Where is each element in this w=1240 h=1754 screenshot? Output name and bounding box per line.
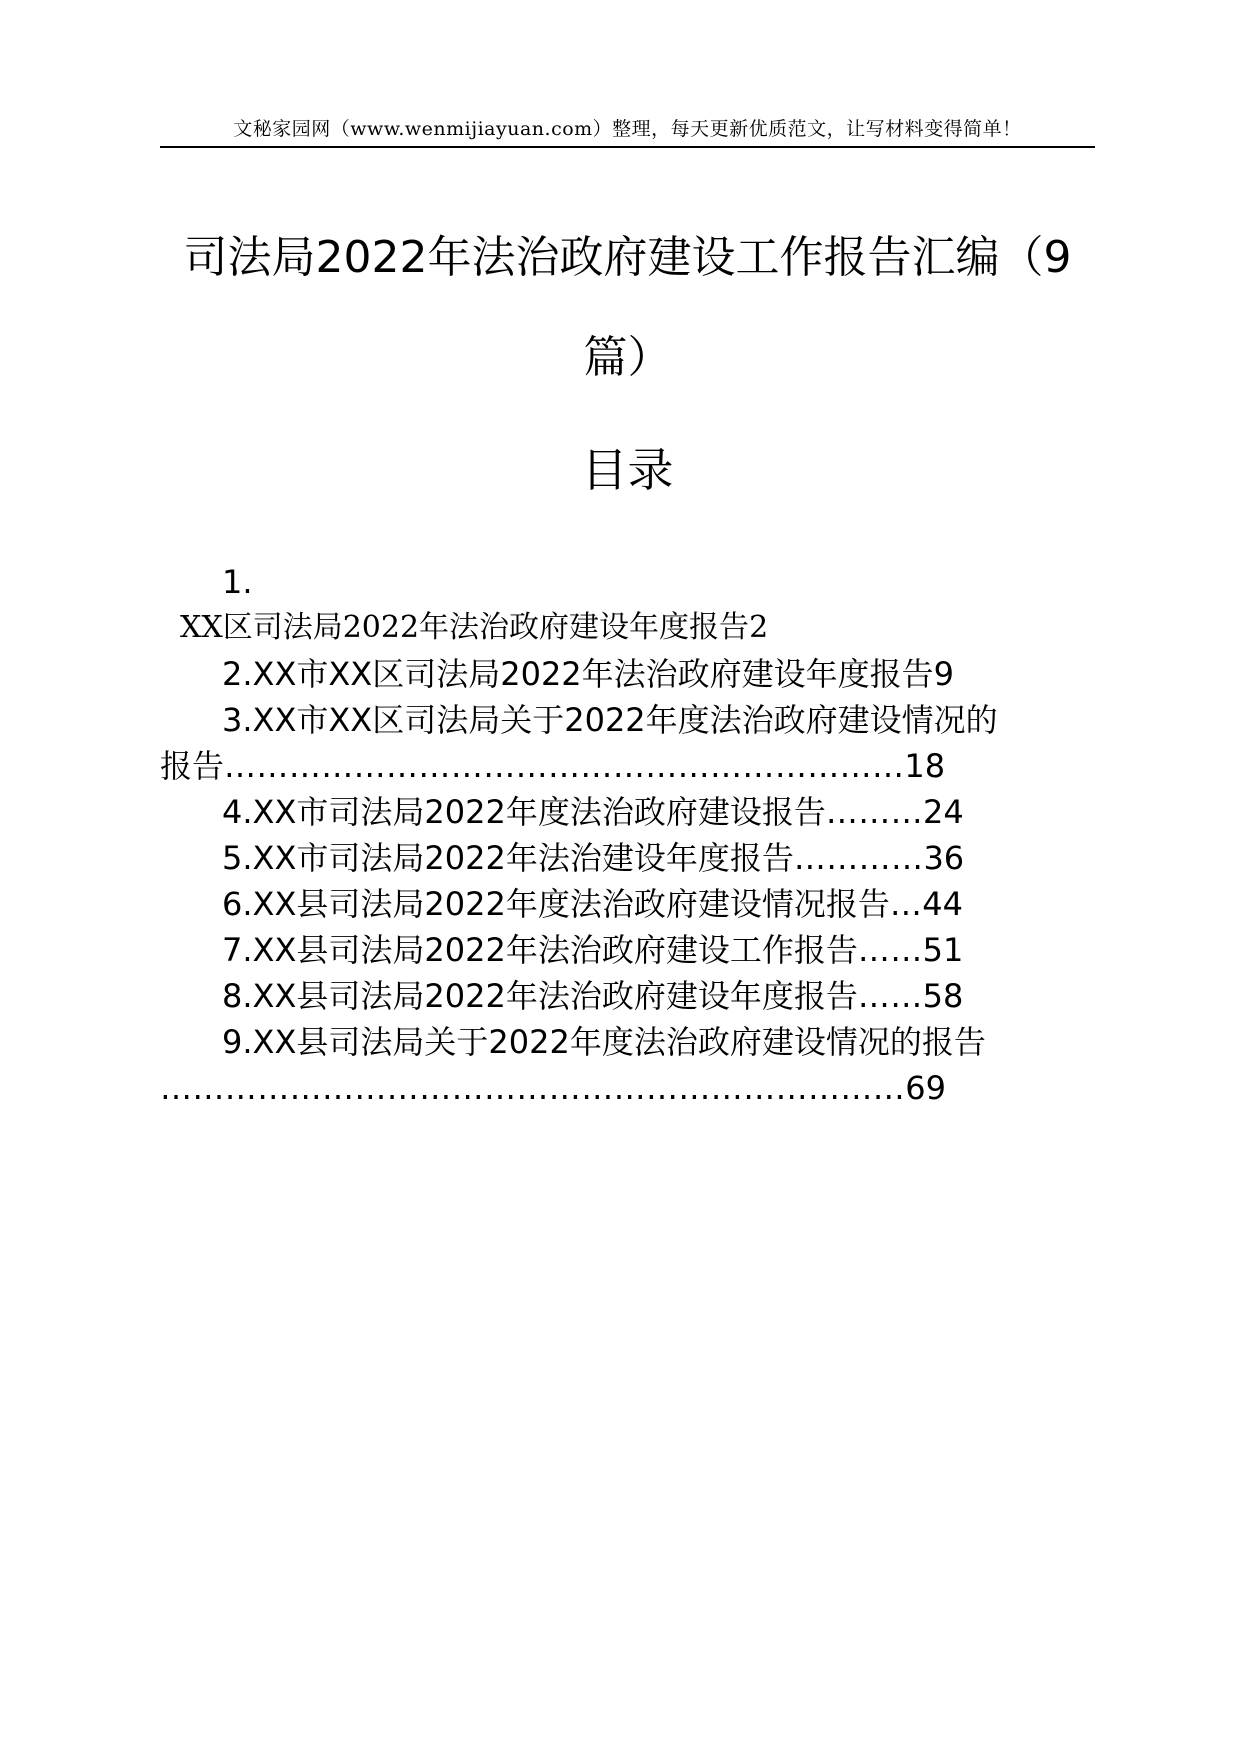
toc-dot-leader: ………: [825, 793, 924, 831]
toc-entry-page: 18: [904, 747, 946, 785]
toc-entry-title: 3.XX市XX区司法局关于2022年度法治政府建设情况的: [222, 701, 998, 739]
toc-entry-2[interactable]: [222, 652, 954, 696]
toc-entry-page: 36: [923, 839, 965, 877]
toc-entry-page: 9: [933, 655, 955, 693]
toc-entry-8[interactable]: [222, 974, 963, 1018]
toc-entry-page: 51: [922, 931, 964, 969]
toc-entry-1-number[interactable]: 1.: [222, 563, 253, 601]
document-title: [160, 208, 1095, 408]
toc-entry-7[interactable]: [222, 928, 963, 972]
toc-entry-title: 2.XX市XX区司法局2022年法治政府建设年度报告: [222, 655, 934, 693]
toc-entry-9-continuation[interactable]: [160, 1066, 946, 1110]
toc-entry-page: 24: [923, 793, 964, 831]
toc-entry-page: 69: [905, 1069, 946, 1107]
toc-entry-3[interactable]: [222, 698, 998, 742]
toc-entry-title: 8.XX县司法局2022年法治政府建设年度报告: [222, 977, 858, 1015]
toc-entry-page: 44: [922, 885, 963, 923]
page-header-text: 文秘家园网（www.wenmijiayuan.com）整理，每天更新优质范文，让写材料变得简单！: [233, 118, 1022, 140]
toc-dot-leader: ……………………………………………………………: [160, 1069, 906, 1107]
toc-entry-title: XX区司法局2022年法治政府建设年度报告: [180, 610, 750, 645]
toc-entry-page: 58: [922, 977, 964, 1015]
toc-entry-5[interactable]: [222, 836, 964, 880]
toc-dot-leader: ………………………………………………………: [224, 747, 905, 785]
toc-entry-title: 6.XX县司法局2022年度法治政府建设情况报告: [222, 885, 890, 923]
toc-entry-1[interactable]: [180, 606, 768, 650]
document-title-line-1: 司法局2022年法治政府建设工作报告汇编（9: [183, 232, 1072, 283]
toc-entry-title: 9.XX县司法局关于2022年度法治政府建设情况的报告: [222, 1023, 986, 1061]
toc-dot-leader: ……: [857, 931, 923, 969]
toc-entry-4[interactable]: [222, 790, 964, 834]
toc-entry-title-continuation: 报告: [160, 747, 225, 785]
toc-entry-title: 5.XX市司法局2022年法治建设年度报告: [222, 839, 794, 877]
document-title-line-2: 篇）: [583, 332, 672, 383]
toc-dot-leader: ……: [857, 977, 923, 1015]
header-divider: [160, 146, 1095, 148]
toc-entry-page: 2: [749, 610, 769, 645]
toc-entry-6[interactable]: [222, 882, 963, 926]
toc-heading: 目录: [581, 443, 674, 497]
toc-entry-title: 7.XX县司法局2022年法治政府建设工作报告: [222, 931, 858, 969]
toc-dot-leader: …: [889, 885, 923, 923]
toc-entry-title: 4.XX市司法局2022年度法治政府建设报告: [222, 793, 826, 831]
toc-dot-leader: …………: [793, 839, 924, 877]
toc-entry-9[interactable]: [222, 1020, 986, 1064]
toc-entry-3-continuation[interactable]: [160, 744, 945, 788]
